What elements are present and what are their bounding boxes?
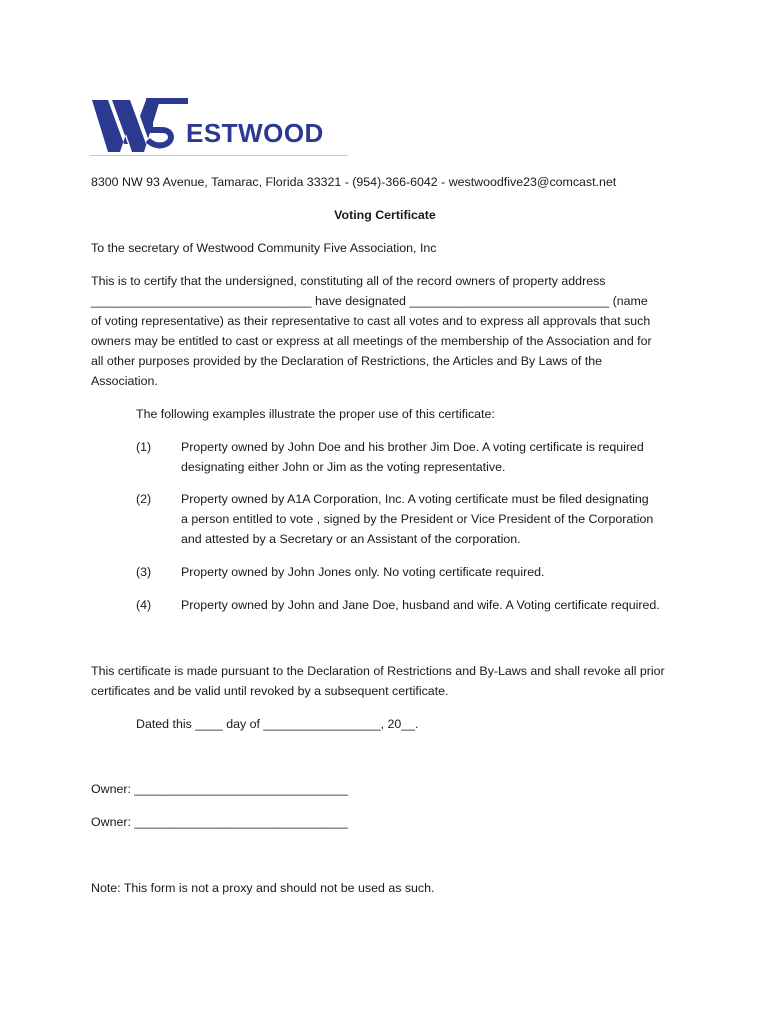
salutation: To the secretary of Westwood Community Five Association, Inc [91, 241, 437, 255]
intro-line: owners may be entitled to cast or express at all meetings of the membership of the Association and for [91, 334, 652, 348]
document-title: Voting Certificate [334, 208, 436, 222]
intro-line: This is to certify that the undersigned, constituting all of the record owners of property address [91, 274, 606, 288]
closing-line: certificates and be valid until revoked by a subsequent certificate. [91, 684, 449, 698]
example-line: a person entitled to vote , signed by the President or Vice President of the Corporation [181, 512, 654, 526]
example-line: and attested by a Secretary or an Assistant of the corporation. [181, 532, 521, 546]
example-line: Property owned by John Jones only. No voting certificate required. [181, 565, 545, 579]
owner-signature-line: Owner: _______________________________ [91, 815, 349, 829]
logo-underline [90, 155, 348, 156]
example-number: (2) [136, 492, 152, 506]
westwood-logo-graphic [90, 94, 350, 158]
westwood-logo [90, 94, 350, 158]
example-line: Property owned by John Doe and his brother Jim Doe. A voting certificate is required [181, 440, 644, 454]
example-line: Property owned by John and Jane Doe, husband and wife. A Voting certificate required. [181, 598, 660, 612]
intro-line: of voting representative) as their representative to cast all votes and to express all approvals that such [91, 314, 651, 328]
closing-line: This certificate is made pursuant to the Declaration of Restrictions and By-Laws and shall revoke all prior [91, 664, 665, 678]
examples-intro: The following examples illustrate the proper use of this certificate: [136, 407, 495, 421]
example-number: (1) [136, 440, 152, 454]
owner-signature-line: Owner: _______________________________ [91, 782, 349, 796]
intro-line: Association. [91, 374, 158, 388]
dated-line: Dated this ____ day of _________________, 20__. [136, 717, 419, 731]
example-line: designating either John or Jim as the voting representative. [181, 460, 506, 474]
intro-line: all other purposes provided by the Declaration of Restrictions, the Articles and By Laws of the [91, 354, 603, 368]
proxy-note: Note: This form is not a proxy and should not be used as such. [91, 881, 435, 895]
logo-wordmark: ESTWOOD [186, 118, 324, 148]
address-line: 8300 NW 93 Avenue, Tamarac, Florida 33321 - (954)-366-6042 - westwoodfive23@comcast.net [91, 175, 617, 189]
example-line: Property owned by A1A Corporation, Inc. A voting certificate must be filed designating [181, 492, 649, 506]
intro-line: ________________________________ have designated _____________________________ (name [91, 294, 648, 308]
example-number: (3) [136, 565, 152, 579]
example-number: (4) [136, 598, 152, 612]
